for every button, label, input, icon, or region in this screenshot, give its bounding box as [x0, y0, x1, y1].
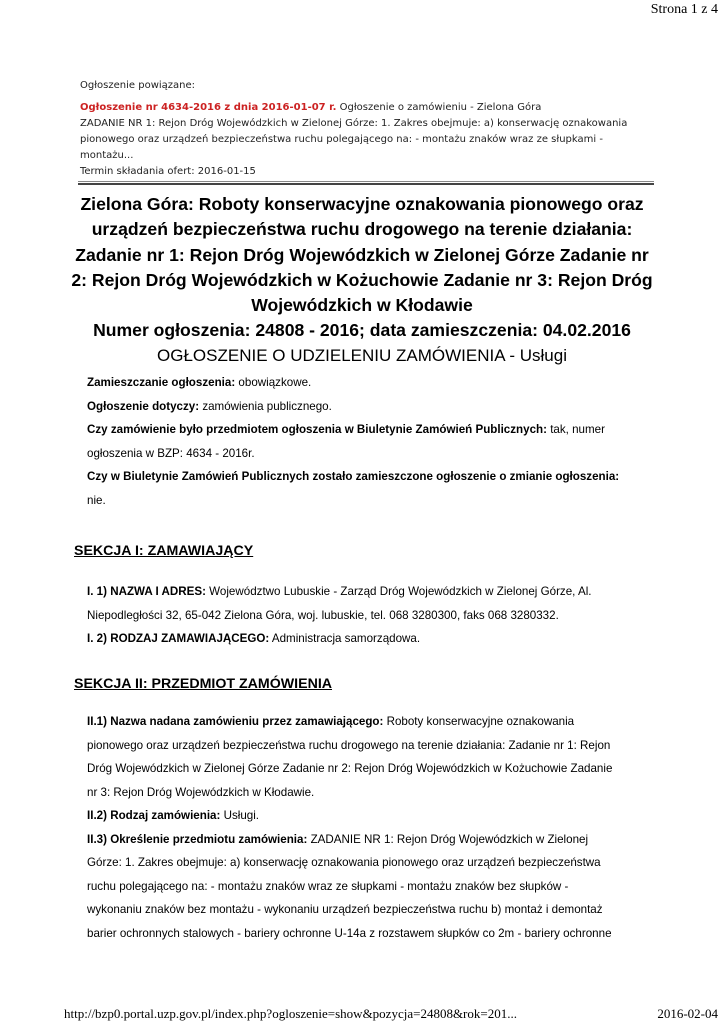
concerns-row — [87, 395, 667, 419]
related-label: Ogłoszenie powiązane: — [80, 80, 196, 91]
bzp-value: tak, numer — [546, 423, 605, 436]
section-1-body — [87, 580, 667, 651]
footer-url[interactable]: http://bzp0.portal.uzp.gov.pl/index.php?ogloszenie=show&pozycja=24808&rok=201... — [64, 1006, 517, 1021]
info-block — [87, 371, 667, 512]
title-line: Zadanie nr 1: Rejon Dróg Wojewódzkich w Zielonej Górze Zadanie nr — [75, 244, 649, 265]
order-scope-line: ruchu polegającego na: - montażu znaków wraz ze słupkami - montażu znaków bez słupków - — [87, 879, 569, 893]
contracting-type-label: I. 2) RODZAJ ZAMAWIAJĄCEGO: — [87, 632, 270, 645]
contracting-name-value: Województwo Lubuskie - Zarząd Dróg Wojewódzkich w Zielonej Górze, Al. — [205, 585, 592, 598]
publishing-row — [87, 371, 667, 395]
related-line-1 — [80, 100, 652, 116]
order-scope-label: II.3) Określenie przedmiotu zamówienia: — [87, 832, 308, 846]
concerns-label: Ogłoszenie dotyczy: — [87, 399, 200, 413]
publishing-label: Zamieszczanie ogłoszenia: — [87, 376, 236, 389]
related-line-1-rest: Ogłoszenie o zamówieniu - Zielona Góra — [336, 102, 542, 113]
contracting-type-row — [87, 627, 667, 651]
footer-date: 2016-02-04 — [657, 1006, 718, 1021]
bzp-row-2: ogłoszenia w BZP: 4634 - 2016r. — [87, 446, 255, 460]
order-kind-label: II.2) Rodzaj zamówienia: — [87, 809, 221, 822]
publishing-value: obowiązkowe. — [235, 376, 312, 389]
bzp-label: Czy zamówienie było przedmiotem ogłoszenia w Biuletynie Zamówień Publicznych: — [87, 423, 547, 436]
notice-subtitle: OGŁOSZENIE O UDZIELENIU ZAMÓWIENIA - Usługi — [157, 346, 567, 365]
order-name-line: nr 3: Rejon Dróg Wojewódzkich w Kłodawie. — [87, 785, 315, 799]
order-scope-row — [87, 828, 667, 852]
order-scope-line: barier ochronnych stalowych - bariery ochronne U-14a z rozstawem słupków co 2m - bariery ochronne — [87, 926, 612, 940]
order-name-line: Dróg Wojewódzkich w Zielonej Górze Zadanie nr 2: Rejon Dróg Wojewódzkich w Kożuchowie Zadanie — [87, 762, 613, 775]
related-notice-link[interactable]: Ogłoszenie nr 4634-2016 z dnia 2016-01-07 r. — [80, 102, 337, 113]
title-line: urządzeń bezpieczeństwa ruchu drogowego na terenie działania: — [91, 219, 633, 240]
related-line-2: ZADANIE NR 1: Rejon Dróg Wojewódzkich w Zielonej Górze: 1. Zakres obejmuje: a) konserwację oznakowania — [80, 118, 628, 129]
related-deadline: Termin składania ofert: 2016-01-15 — [80, 166, 256, 177]
order-scope-value: ZADANIE NR 1: Rejon Dróg Wojewódzkich w Zielonej — [307, 832, 589, 846]
notice-title — [70, 192, 654, 344]
page-number: Strona 1 z 4 — [650, 2, 718, 17]
title-line: Zielona Góra: Roboty konserwacyjne oznakowania pionowego oraz — [80, 194, 644, 214]
related-notice — [80, 78, 652, 180]
order-name-label: II.1) Nazwa nadana zamówieniu przez zamawiającego: — [87, 715, 384, 728]
related-line-3: pionowego oraz urządzeń bezpieczeństwa ruchu polegającego na: - montażu znaków wraz ze słupkami - — [80, 134, 603, 145]
order-kind-value: Usługi. — [220, 809, 260, 822]
notice-number: Numer ogłoszenia: 24808 - 2016; data zamieszczenia: 04.02.2016 — [93, 320, 631, 341]
change-value: nie. — [87, 493, 106, 507]
contracting-name-label: I. 1) NAZWA I ADRES: — [87, 585, 206, 598]
order-kind-row — [87, 804, 667, 828]
order-scope-line: wykonaniu znaków bez montażu - wykonaniu urządzeń bezpieczeństwa ruchu b) montaż i demontaż — [87, 903, 603, 916]
order-name-line: pionowego oraz urządzeń bezpieczeństwa ruchu drogowego na terenie działania: Zadanie nr 1: Rejon — [87, 738, 611, 752]
order-name-row — [87, 710, 667, 734]
title-line: Wojewódzkich w Kłodawie — [251, 295, 473, 316]
bzp-row — [87, 418, 667, 442]
contracting-address: Niepodległości 32, 65-042 Zielona Góra, woj. lubuskie, tel. 068 3280300, faks 068 3280332. — [87, 608, 559, 622]
section-2-title: SEKCJA II: PRZEDMIOT ZAMÓWIENIA — [74, 676, 333, 692]
order-scope-line: Górze: 1. Zakres obejmuje: a) konserwację oznakowania pionowego oraz urządzeń bezpieczeństwa — [87, 856, 601, 869]
contracting-name-row — [87, 580, 667, 604]
concerns-value: zamówienia publicznego. — [199, 399, 332, 413]
order-name-value: Roboty konserwacyjne oznakowania — [383, 715, 575, 728]
title-line: 2: Rejon Dróg Wojewódzkich w Kożuchowie Zadanie nr 3: Rejon Dróg — [71, 269, 653, 290]
related-line-4: montażu... — [80, 150, 134, 161]
change-label: Czy w Biuletynie Zamówień Publicznych zostało zamieszczone ogłoszenie o zmianie ogłoszenia: — [87, 470, 620, 483]
contracting-type-value: Administracja samorządowa. — [269, 632, 421, 645]
section-1-title: SEKCJA I: ZAMAWIAJĄCY — [74, 543, 254, 559]
section-2-body — [87, 710, 667, 945]
divider — [78, 181, 654, 185]
